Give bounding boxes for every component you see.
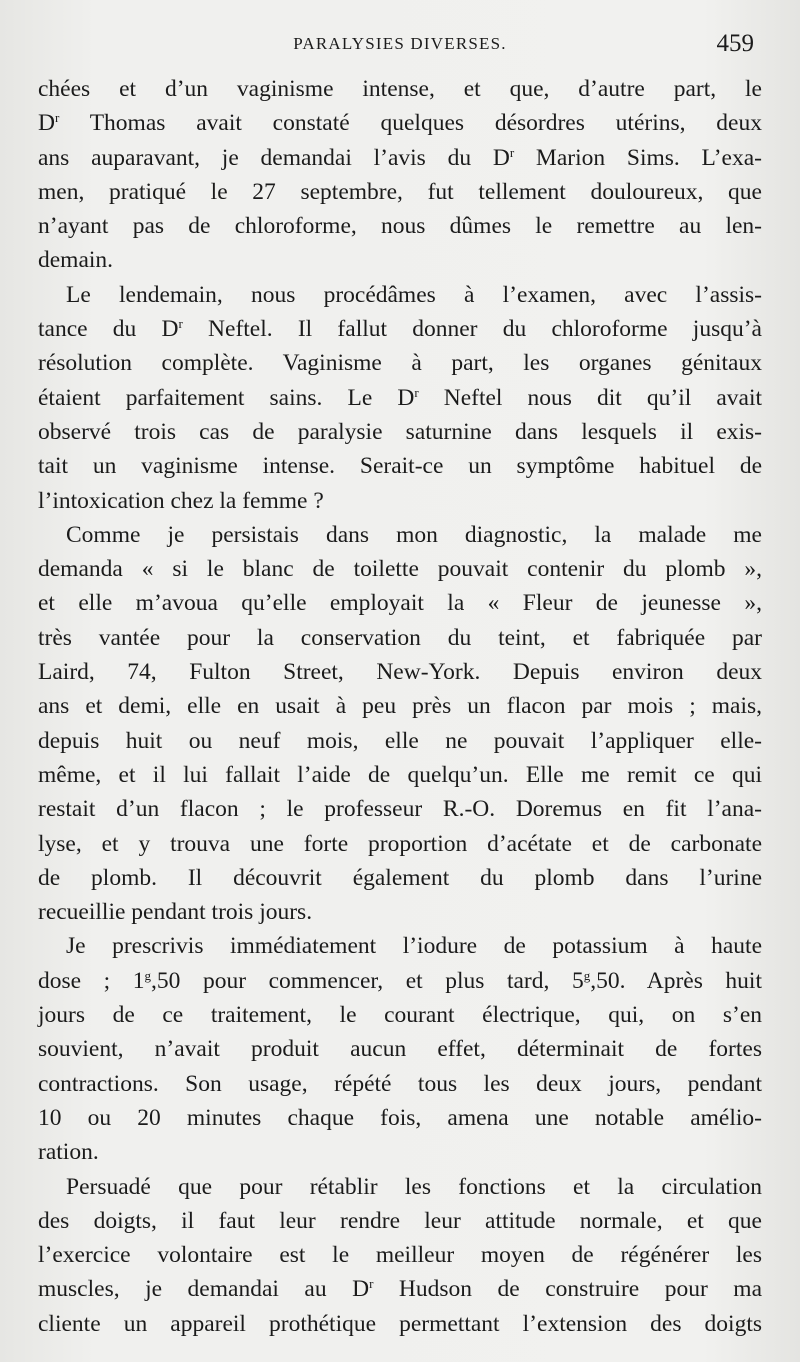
text-line — [38, 552, 762, 586]
text-segment: demain. — [38, 247, 114, 274]
text-segment: ,50. Après huit — [590, 967, 762, 994]
text-line — [38, 346, 762, 380]
text-line — [38, 415, 762, 449]
text-line — [38, 655, 762, 689]
text-line — [38, 141, 762, 175]
text-line — [38, 1238, 762, 1272]
superscript: r — [54, 110, 60, 126]
text-segment: restait d’un flacon ; le professeur R.-O. Doremus en fit l’ana- — [38, 796, 762, 823]
text-line — [38, 1272, 762, 1306]
text-segment: Marion Sims. L’exa- — [514, 144, 762, 171]
text-line — [38, 243, 762, 277]
text-line — [38, 209, 762, 243]
text-segment: demanda « si le blanc de toilette pouvait contenir du plomb », — [38, 556, 762, 583]
text-line — [38, 998, 762, 1032]
text-line — [38, 689, 762, 723]
text-line — [38, 1307, 762, 1341]
text-segment: Comme je persistais dans mon diagnostic, la malade me — [66, 521, 762, 548]
text-line — [38, 792, 762, 826]
superscript: g — [144, 967, 151, 983]
text-line — [38, 518, 762, 552]
text-segment: cliente un appareil prothétique permettant l’extension des doigts — [38, 1310, 762, 1337]
text-line — [38, 929, 762, 963]
text-segment: dose ; 1 — [38, 967, 145, 994]
text-segment: des doigts, il faut leur rendre leur attitude normale, et que — [38, 1207, 762, 1234]
text-line — [38, 621, 762, 655]
text-line — [38, 106, 762, 140]
superscript: r — [509, 144, 515, 160]
text-segment: ans et demi, elle en usait à peu près un flacon par mois ; mais, — [38, 693, 762, 720]
text-segment: lyse, et y trouva une forte proportion d’acétate et de carbonate — [38, 830, 762, 857]
text-segment: résolution complète. Vaginisme à part, les organes génitaux — [38, 350, 762, 377]
text-segment: 10 ou 20 minutes chaque fois, amena une notable amélio- — [38, 1104, 762, 1131]
text-line — [38, 449, 762, 483]
text-line — [38, 175, 762, 209]
text-segment: men, pratiqué le 27 septembre, fut tellement douloureux, que — [38, 178, 762, 205]
text-line — [38, 1135, 762, 1169]
text-line — [38, 484, 762, 518]
text-segment: de plomb. Il découvrit également du plomb dans l’urine — [38, 864, 762, 891]
text-line — [38, 381, 762, 415]
text-segment: même, et il lui fallait l’aide de quelqu’un. Elle me remit ce qui — [38, 761, 762, 788]
text-line — [38, 861, 762, 895]
text-segment: ration. — [38, 1139, 99, 1166]
text-segment: D — [38, 110, 55, 137]
superscript: g — [583, 967, 591, 983]
text-segment: Thomas avait constaté quelques désordres utérins, deux — [59, 110, 762, 137]
text-segment: Neftel. Il fallut donner du chloroforme jusqu’à — [182, 316, 762, 343]
text-line — [38, 964, 762, 998]
text-line — [38, 586, 762, 620]
text-segment: très vantée pour la conservation du teint, et fabriquée par — [38, 624, 762, 651]
text-segment: Persuadé que pour rétablir les fonctions et la circulation — [66, 1173, 762, 1200]
text-segment: Hudson de construire pour ma — [373, 1276, 762, 1303]
page-header — [0, 32, 800, 62]
text-segment: muscles, je demandai au D — [38, 1276, 370, 1303]
text-line — [38, 758, 762, 792]
text-line — [38, 1170, 762, 1204]
text-segment: ans auparavant, je demandai l’avis du D — [38, 144, 510, 171]
text-segment: recueillie pendant trois jours. — [38, 899, 313, 926]
text-segment: l’exercice volontaire est le meilleur moyen de régénérer les — [38, 1242, 762, 1269]
text-segment: contractions. Son usage, répété tous les deux jours, pendant — [38, 1070, 762, 1097]
superscript: r — [369, 1276, 374, 1292]
text-line — [38, 72, 762, 106]
page-number: 459 — [716, 30, 754, 57]
text-segment: l’intoxication chez la femme ? — [38, 487, 324, 514]
text-segment: Je prescrivis immédiatement l’iodure de potassium à haute — [66, 933, 762, 960]
text-segment: Laird, 74, Fulton Street, New-York. Depuis environ deux — [38, 659, 762, 686]
text-segment: souvient, n’avait produit aucun effet, déterminait de fortes — [38, 1036, 762, 1063]
superscript: r — [414, 384, 419, 400]
text-segment: et elle m’avoua qu’elle employait la « Fleur de jeunesse », — [38, 590, 762, 617]
running-title: PARALYSIES DIVERSES. — [293, 34, 507, 53]
text-segment: étaient parfaitement sains. Le D — [38, 384, 415, 411]
text-line — [38, 827, 762, 861]
text-line — [38, 312, 762, 346]
text-segment: tance du D — [38, 316, 179, 343]
text-line — [38, 1101, 762, 1135]
text-segment: chées et d’un vaginisme intense, et que, d’autre part, le — [38, 76, 762, 102]
text-segment: depuis huit ou neuf mois, elle ne pouvait l’appliquer elle- — [38, 727, 762, 754]
text-segment: ,50 pour commencer, et plus tard, 5 — [151, 967, 584, 994]
text-segment: Le lendemain, nous procédâmes à l’examen, avec l’assis- — [66, 281, 762, 308]
text-segment: Neftel nous dit qu’il avait — [418, 384, 763, 411]
text-segment: tait un vaginisme intense. Serait-ce un symptôme habituel de — [38, 453, 762, 480]
body-text — [38, 72, 762, 1341]
text-line — [38, 1204, 762, 1238]
text-line — [38, 1032, 762, 1066]
text-line — [38, 1067, 762, 1101]
text-segment: observé trois cas de paralysie saturnine dans lesquels il exis- — [38, 418, 762, 445]
text-segment: n’ayant pas de chloroforme, nous dûmes le remettre au len- — [38, 213, 762, 240]
superscript: r — [178, 316, 183, 332]
text-line — [38, 278, 762, 312]
text-line — [38, 724, 762, 758]
text-segment: jours de ce traitement, le courant électrique, qui, on s’en — [38, 1002, 762, 1029]
text-line — [38, 895, 762, 929]
